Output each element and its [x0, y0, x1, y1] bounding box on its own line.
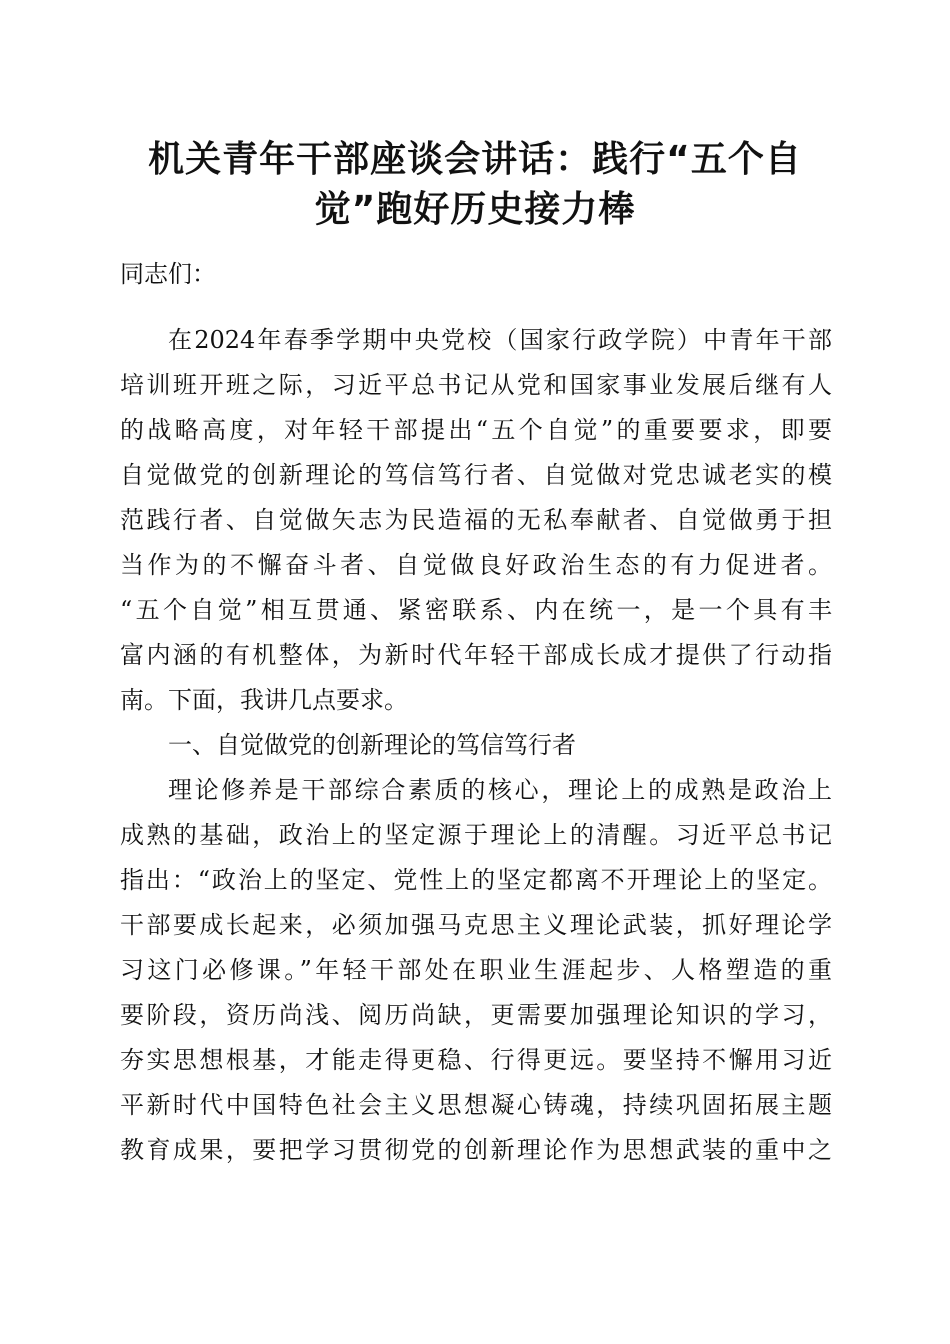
paragraph-line: 在2024年春季学期中央党校（国家行政学院）中青年干部 [168, 326, 832, 354]
paragraph-line: 指出：“政治上的坚定、党性上的坚定都离不开理论上的坚定。 [120, 866, 832, 894]
paragraph-line: 夯实思想根基，才能走得更稳、行得更远。要坚持不懈用习近 [120, 1046, 832, 1074]
section-heading: 一、自觉做党的创新理论的笃信笃行者 [168, 731, 576, 759]
paragraph-line: 教育成果，要把学习贯彻党的创新理论作为思想武装的重中之 [120, 1136, 832, 1164]
paragraph-line: 习这门必修课。”年轻干部处在职业生涯起步、人格塑造的重 [120, 956, 832, 984]
salutation: 同志们： [120, 260, 216, 288]
paragraph-line: 理论修养是干部综合素质的核心，理论上的成熟是政治上 [168, 776, 832, 804]
paragraph-line: 富内涵的有机整体，为新时代年轻干部成长成才提供了行动指 [120, 641, 832, 669]
paragraph-line: 自觉做党的创新理论的笃信笃行者、自觉做对党忠诚老实的模 [120, 461, 832, 489]
paragraph-line: 平新时代中国特色社会主义思想凝心铸魂，持续巩固拓展主题 [120, 1091, 832, 1119]
paragraph-line: 要阶段，资历尚浅、阅历尚缺，更需要加强理论知识的学习， [120, 1001, 832, 1029]
paragraph-line: 成熟的基础，政治上的坚定源于理论上的清醒。习近平总书记 [120, 821, 832, 849]
paragraph-line: 范践行者、自觉做矢志为民造福的无私奉献者、自觉做勇于担 [120, 506, 832, 534]
paragraph-line: “五个自觉”相互贯通、紧密联系、内在统一，是一个具有丰 [120, 596, 832, 624]
paragraph-line: 南。下面，我讲几点要求。 [120, 686, 408, 714]
document-title-line-1: 机关青年干部座谈会讲话：践行“五个自 [148, 139, 802, 180]
paragraph-line: 干部要成长起来，必须加强马克思主义理论武装，抓好理论学 [120, 911, 832, 939]
paragraph-line: 当作为的不懈奋斗者、自觉做良好政治生态的有力促进者。 [120, 551, 832, 579]
paragraph-line: 的战略高度，对年轻干部提出“五个自觉”的重要要求，即要 [120, 416, 832, 444]
paragraph-line: 培训班开班之际，习近平总书记从党和国家事业发展后继有人 [120, 371, 832, 399]
document-title-line-2: 觉”跑好历史接力棒 [314, 189, 636, 230]
